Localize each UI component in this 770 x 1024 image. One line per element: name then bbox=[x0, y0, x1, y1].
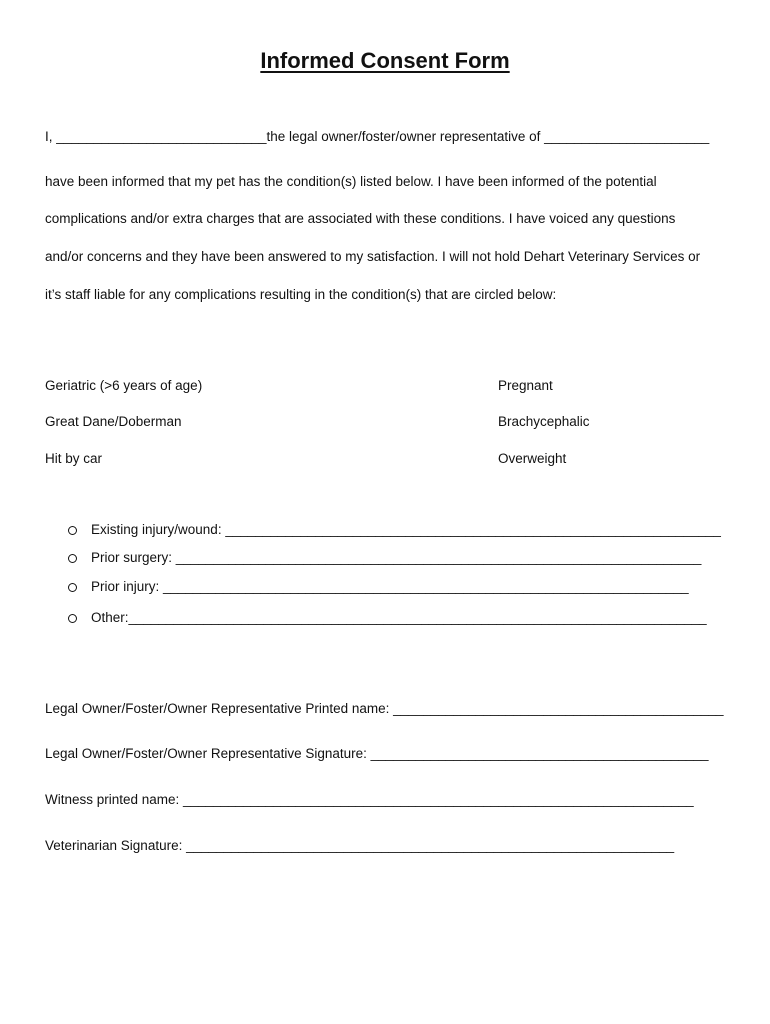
existing-injury-field[interactable]: Existing injury/wound: __________________________________________________________________ bbox=[91, 522, 721, 537]
condition-hit-by-car[interactable]: Hit by car bbox=[45, 451, 103, 466]
owner-statement-line: I, ____________________________the legal owner/foster/owner representative of ______________________ bbox=[45, 129, 710, 144]
circle-bullet-icon bbox=[65, 551, 79, 565]
condition-pregnant[interactable]: Pregnant bbox=[498, 378, 553, 393]
condition-brachycephalic[interactable]: Brachycephalic bbox=[498, 414, 590, 429]
other-field[interactable]: Other:_____________________________________________________________________________ bbox=[91, 610, 707, 625]
condition-geriatric[interactable]: Geriatric (>6 years of age) bbox=[45, 378, 203, 393]
circle-bullet-icon bbox=[65, 611, 79, 625]
circle-bullet-icon bbox=[65, 523, 79, 537]
page-title: Informed Consent Form bbox=[260, 48, 510, 73]
circle-bullet-icon bbox=[65, 580, 79, 594]
veterinarian-signature-field[interactable]: Veterinarian Signature: _________________________________________________________________ bbox=[45, 838, 675, 853]
paragraph-line: and/or concerns and they have been answered to my satisfaction. I will not hold Dehart Veterinary Services or bbox=[45, 249, 701, 264]
owner-signature-field[interactable]: Legal Owner/Foster/Owner Representative Signature: _____________________________________________ bbox=[45, 746, 709, 761]
paragraph-line: complications and/or extra charges that are associated with these conditions. I have voiced any questions bbox=[45, 211, 676, 226]
witness-printed-name-field[interactable]: Witness printed name: ____________________________________________________________________ bbox=[45, 792, 694, 807]
condition-great-dane-doberman[interactable]: Great Dane/Doberman bbox=[45, 414, 182, 429]
paragraph-line: have been informed that my pet has the condition(s) listed below. I have been informed of the potential bbox=[45, 174, 657, 189]
prior-injury-field[interactable]: Prior injury: ______________________________________________________________________ bbox=[91, 579, 689, 594]
condition-overweight[interactable]: Overweight bbox=[498, 451, 567, 466]
prior-surgery-field[interactable]: Prior surgery: ______________________________________________________________________ bbox=[91, 550, 702, 565]
paragraph-line: it’s staff liable for any complications resulting in the condition(s) that are circled below: bbox=[45, 287, 557, 302]
owner-printed-name-field[interactable]: Legal Owner/Foster/Owner Representative Printed name: ____________________________________________ bbox=[45, 701, 724, 716]
